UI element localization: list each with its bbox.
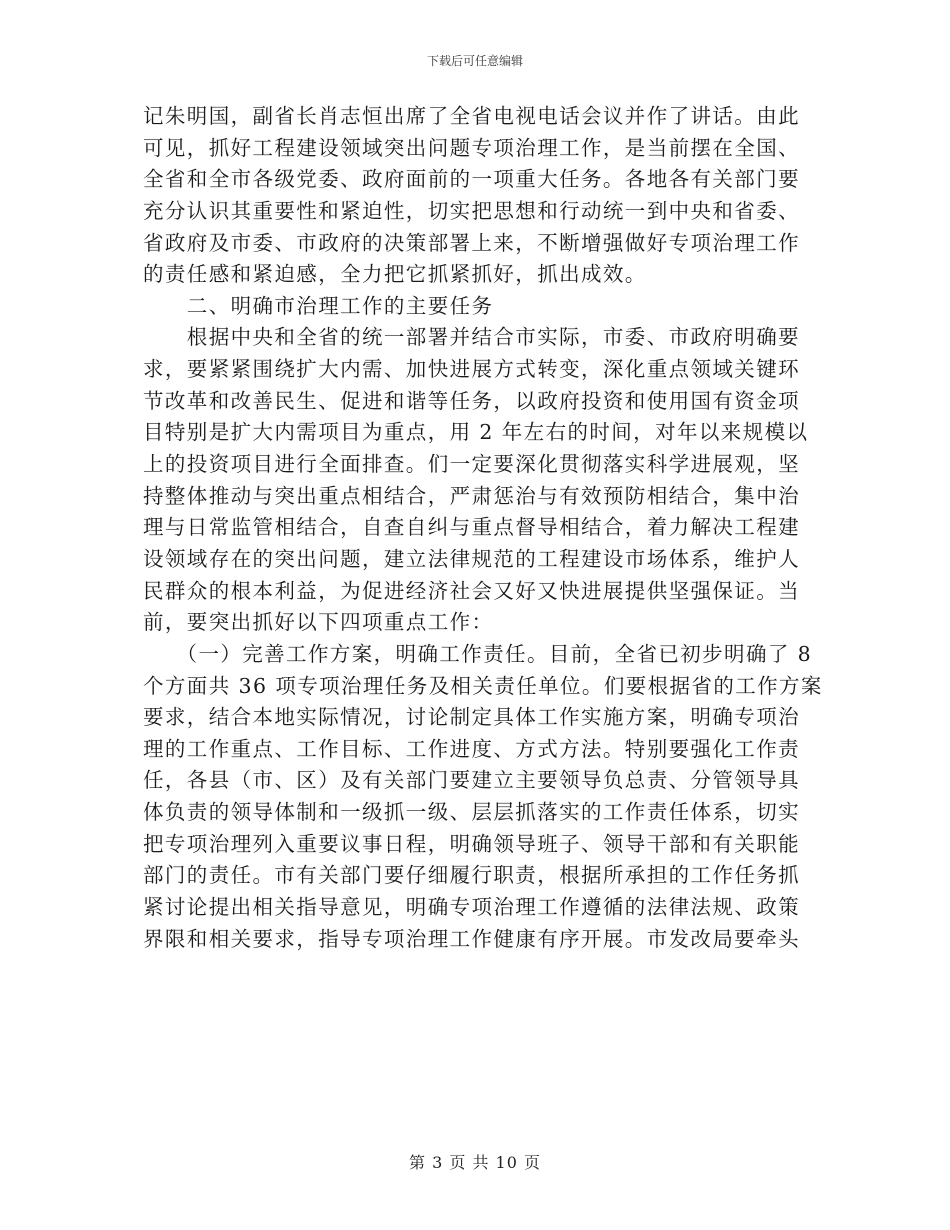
document-body xyxy=(143,101,823,955)
body-line: 节改革和改善民生、促进和谐等任务，以政府投资和使用国有资金项 xyxy=(143,388,800,413)
body-line: 记朱明国，副省长肖志恒出席了全省电视电话会议并作了讲话。由此 xyxy=(143,104,800,128)
body-line: 设领域存在的突出问题，建立法律规范的工程建设市场体系，维护人 xyxy=(143,546,800,571)
body-line: 上的投资项目进行全面排查。们一定要深化贯彻落实科学进展观，坚 xyxy=(143,452,800,477)
body-line: 紧讨论提出相关指导意见，明确专项治理工作遵循的法律法规、政策 xyxy=(143,895,800,920)
body-line: 要求，结合本地实际情况，讨论制定具体工作实施方案，明确专项治 xyxy=(143,705,800,730)
section-heading: 二、明确市治理工作的主要任务 xyxy=(143,293,494,318)
body-line: 的责任感和紧迫感，全力把它抓紧抓好，抓出成效。 xyxy=(143,262,647,287)
body-line: 目特别是扩大内需项目为重点，用 2 年左右的时间，对年以来规模以 xyxy=(143,420,809,445)
body-line: 求，要紧紧围绕扩大内需、加快进展方式转变，深化重点领域关键环 xyxy=(143,357,800,382)
body-line: （一）完善工作方案，明确工作责任。目前，全省已初步明确了 8 xyxy=(143,641,813,666)
body-line: 充分认识其重要性和紧迫性，切实把思想和行动统一到中央和省委、 xyxy=(143,198,800,223)
body-line: 体负责的领导体制和一级抓一级、层层抓落实的工作责任体系，切实 xyxy=(143,800,800,825)
page-number: 第 3 页 共 10 页 xyxy=(409,1153,541,1172)
body-line: 省政府及市委、市政府的决策部署上来，不断增强做好专项治理工作 xyxy=(143,230,800,255)
body-line: 全省和全市各级党委、政府面前的一项重大任务。各地各有关部门要 xyxy=(143,167,800,192)
body-line: 界限和相关要求，指导专项治理工作健康有序开展。市发改局要牵头 xyxy=(143,926,800,951)
body-line: 理的工作重点、工作目标、工作进度、方式方法。特别要强化工作责 xyxy=(143,736,800,761)
body-line: 可见，抓好工程建设领域突出问题专项治理工作，是当前摆在全国、 xyxy=(143,135,800,160)
body-line: 把专项治理列入重要议事日程，明确领导班子、领导干部和有关职能 xyxy=(143,831,800,856)
body-line: 个方面共 36 项专项治理任务及相关责任单位。们要根据省的工作方案 xyxy=(143,673,823,698)
body-line: 理与日常监管相结合，自查自纠与重点督导相结合，着力解决工程建 xyxy=(143,515,800,540)
body-line: 根据中央和全省的统一部署并结合市实际，市委、市政府明确要 xyxy=(143,325,800,350)
body-line: 前，要突出抓好以下四项重点工作： xyxy=(143,610,494,635)
page-header: 下载后可任意编辑 xyxy=(426,54,523,68)
body-line: 持整体推动与突出重点相结合，严肃惩治与有效预防相结合，集中治 xyxy=(143,483,800,508)
body-line: 部门的责任。市有关部门要仔细履行职责，根据所承担的工作任务抓 xyxy=(143,863,800,888)
body-line: 民群众的根本利益，为促进经济社会又好又快进展提供坚强保证。当 xyxy=(143,578,800,603)
body-line: 任，各县（市、区）及有关部门要建立主要领导负总责、分管领导具 xyxy=(143,768,800,793)
